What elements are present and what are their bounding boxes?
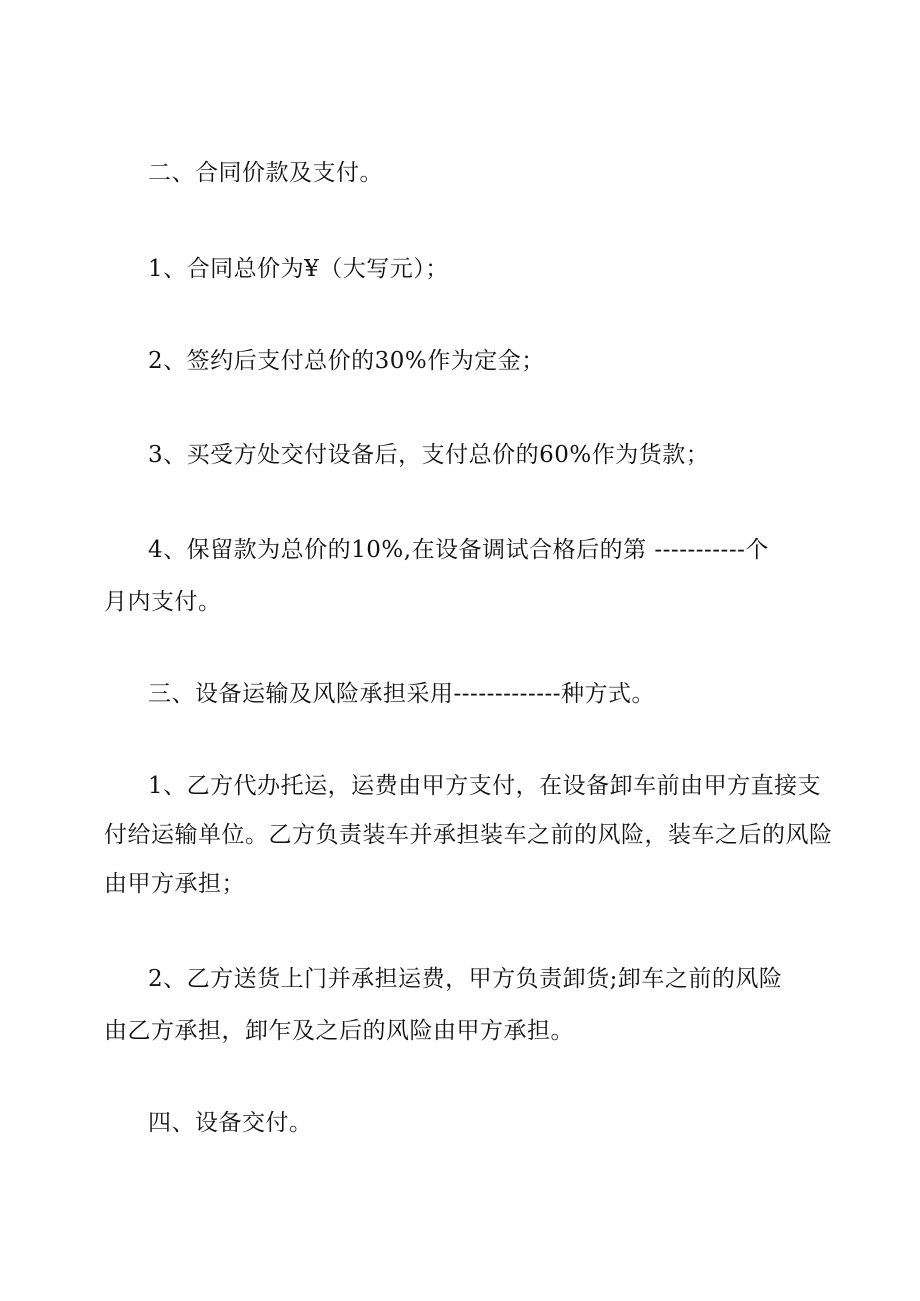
section-heading-price-payment: 二、合同价款及支付。 bbox=[148, 160, 383, 186]
clause-goods-payment: 3、买受方处交付设备后，支付总价的60%作为货款； bbox=[148, 442, 710, 468]
section-heading-transport-risk: 三、设备运输及风险承担采用-------------种方式。 bbox=[148, 681, 656, 707]
clause-consignment-line2: 付给运输单位。乙方负责装车并承担装车之前的风险，装车之后的风险 bbox=[104, 822, 833, 848]
clause-retention-line2: 月内支付。 bbox=[104, 589, 222, 615]
clause-consignment-line1: 1、乙方代办托运，运费由甲方支付，在设备卸车前由甲方直接支 bbox=[148, 773, 822, 799]
section-heading-equipment-delivery: 四、设备交付。 bbox=[148, 1110, 313, 1136]
clause-delivery-line2: 由乙方承担，卸乍及之后的风险由甲方承担。 bbox=[104, 1018, 574, 1044]
clause-retention-line1: 4、保留款为总价的10%,在设备调试合格后的第 -----------个 bbox=[148, 537, 769, 563]
clause-consignment-line3: 由甲方承担； bbox=[104, 871, 245, 897]
clause-delivery-line1: 2、乙方送货上门并承担运费，甲方负责卸货;卸车之前的风险 bbox=[148, 966, 783, 992]
clause-total-price: 1、合同总价为¥（大写元）； bbox=[148, 256, 449, 282]
clause-deposit: 2、签约后支付总价的30%作为定金； bbox=[148, 348, 545, 374]
